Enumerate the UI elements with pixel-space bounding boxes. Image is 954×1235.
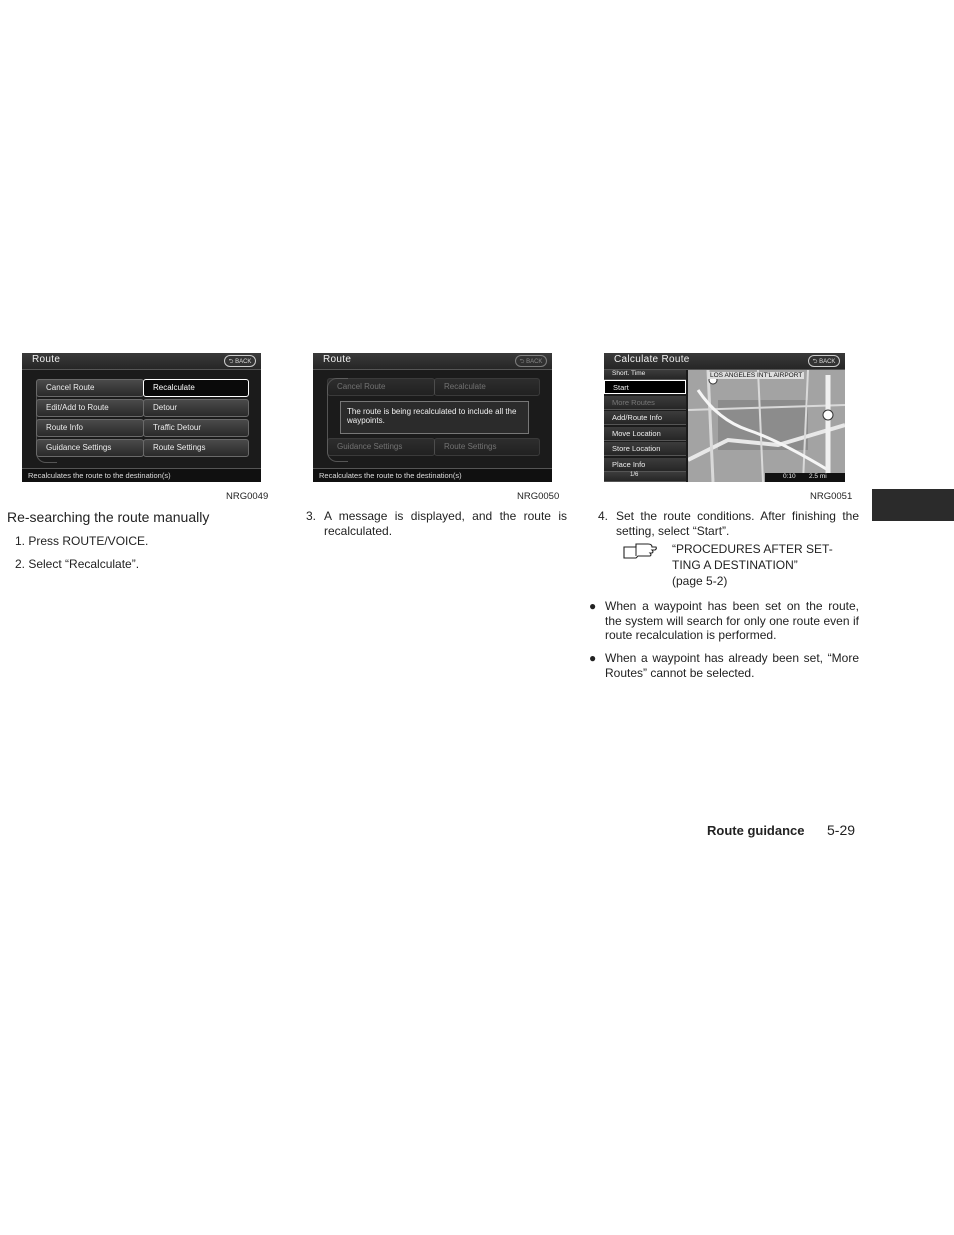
- recalculating-screen: [313, 353, 552, 482]
- step-2: 2. Select “Recalculate”.: [15, 557, 140, 571]
- section-heading: Re-searching the route manually: [7, 509, 210, 525]
- guidance-settings-button[interactable]: Guidance Settings: [36, 439, 144, 457]
- calculate-route-screen: [604, 353, 845, 482]
- screen-header: [313, 353, 552, 370]
- page-indicator: 1/6: [604, 472, 686, 482]
- screen-status-bar: [22, 468, 261, 482]
- move-location-button[interactable]: Move Location: [604, 427, 686, 441]
- route-menu-screen: [22, 353, 261, 482]
- recalculating-message-box: [340, 401, 529, 434]
- place-info-button[interactable]: Place Info: [604, 458, 686, 472]
- message-text: The route is being recalculated to include all the waypoints.: [347, 407, 517, 425]
- step-3-number: 3.: [306, 509, 317, 523]
- detour-button[interactable]: Detour: [143, 399, 249, 417]
- more-routes-button[interactable]: More Routes: [604, 396, 686, 410]
- figure-caption: NRG0051: [810, 491, 853, 502]
- recalculate-button[interactable]: Recalculate: [434, 378, 540, 396]
- back-button[interactable]: ⮌ BACK: [515, 355, 547, 367]
- route-status-bar: [765, 473, 845, 482]
- route-map[interactable]: [688, 370, 845, 482]
- cancel-route-button[interactable]: Cancel Route: [327, 378, 435, 396]
- back-button[interactable]: ⮌ BACK: [808, 355, 840, 367]
- step-4-number: 4.: [598, 509, 609, 523]
- screen-title: Calculate Route: [614, 354, 690, 365]
- add-route-info-button[interactable]: Add/Route Info: [604, 411, 686, 425]
- status-text: Recalculates the route to the destination(s): [319, 471, 462, 480]
- reference-line-1: “PROCEDURES AFTER SET-: [672, 542, 833, 556]
- step-4: Set the route conditions. After finishing the setting, select “Start”.: [616, 509, 859, 538]
- chapter-tab: [872, 489, 954, 521]
- edit-add-to-route-button[interactable]: Edit/Add to Route: [36, 399, 144, 417]
- screen-header: [604, 353, 845, 370]
- bullet-icon: ●: [589, 651, 597, 665]
- screen-title: Route: [32, 354, 61, 365]
- screen-header: [22, 353, 261, 370]
- note-waypoint-search: When a waypoint has been set on the route, the system will search for only one route even if route recalculation is performed.: [605, 599, 859, 642]
- guidance-settings-button[interactable]: Guidance Settings: [327, 438, 435, 456]
- traffic-detour-button[interactable]: Traffic Detour: [143, 419, 249, 437]
- store-location-button[interactable]: Store Location: [604, 442, 686, 456]
- pointing-hand-icon: [622, 542, 658, 560]
- route-settings-button[interactable]: Route Settings: [434, 438, 540, 456]
- map-place-label: LOS ANGELES INT'L AIRPORT: [710, 372, 803, 379]
- route-time: 0:10: [783, 473, 796, 480]
- screen-title: Route: [323, 354, 352, 365]
- reference-line-2: TING A DESTINATION”: [672, 558, 798, 572]
- route-info-button[interactable]: Route Info: [36, 419, 144, 437]
- route-settings-button[interactable]: Route Settings: [143, 439, 249, 457]
- figure-caption: NRG0049: [226, 491, 269, 502]
- cancel-route-button[interactable]: Cancel Route: [36, 379, 144, 397]
- route-distance: 2.5 mi: [809, 473, 827, 480]
- footer-section-title: Route guidance: [707, 823, 805, 838]
- step-3: A message is displayed, and the route is recalculated.: [324, 509, 567, 538]
- back-button[interactable]: ⮌ BACK: [224, 355, 256, 367]
- footer-page-number: 5-29: [827, 822, 856, 838]
- step-1: 1. Press ROUTE/VOICE.: [15, 534, 149, 548]
- status-text: Recalculates the route to the destination(s): [28, 471, 171, 480]
- route-mode-label: Short. Time: [604, 370, 686, 380]
- recalculate-button[interactable]: Recalculate: [143, 379, 249, 397]
- reference-page-link[interactable]: (page 5-2): [672, 574, 728, 588]
- figure-caption: NRG0050: [517, 491, 560, 502]
- screen-status-bar: [313, 468, 552, 482]
- map-graphic: [688, 370, 845, 482]
- start-button[interactable]: Start: [604, 380, 686, 394]
- note-more-routes: When a waypoint has already been set, “More Routes” cannot be selected.: [605, 651, 859, 680]
- bullet-icon: ●: [589, 599, 597, 613]
